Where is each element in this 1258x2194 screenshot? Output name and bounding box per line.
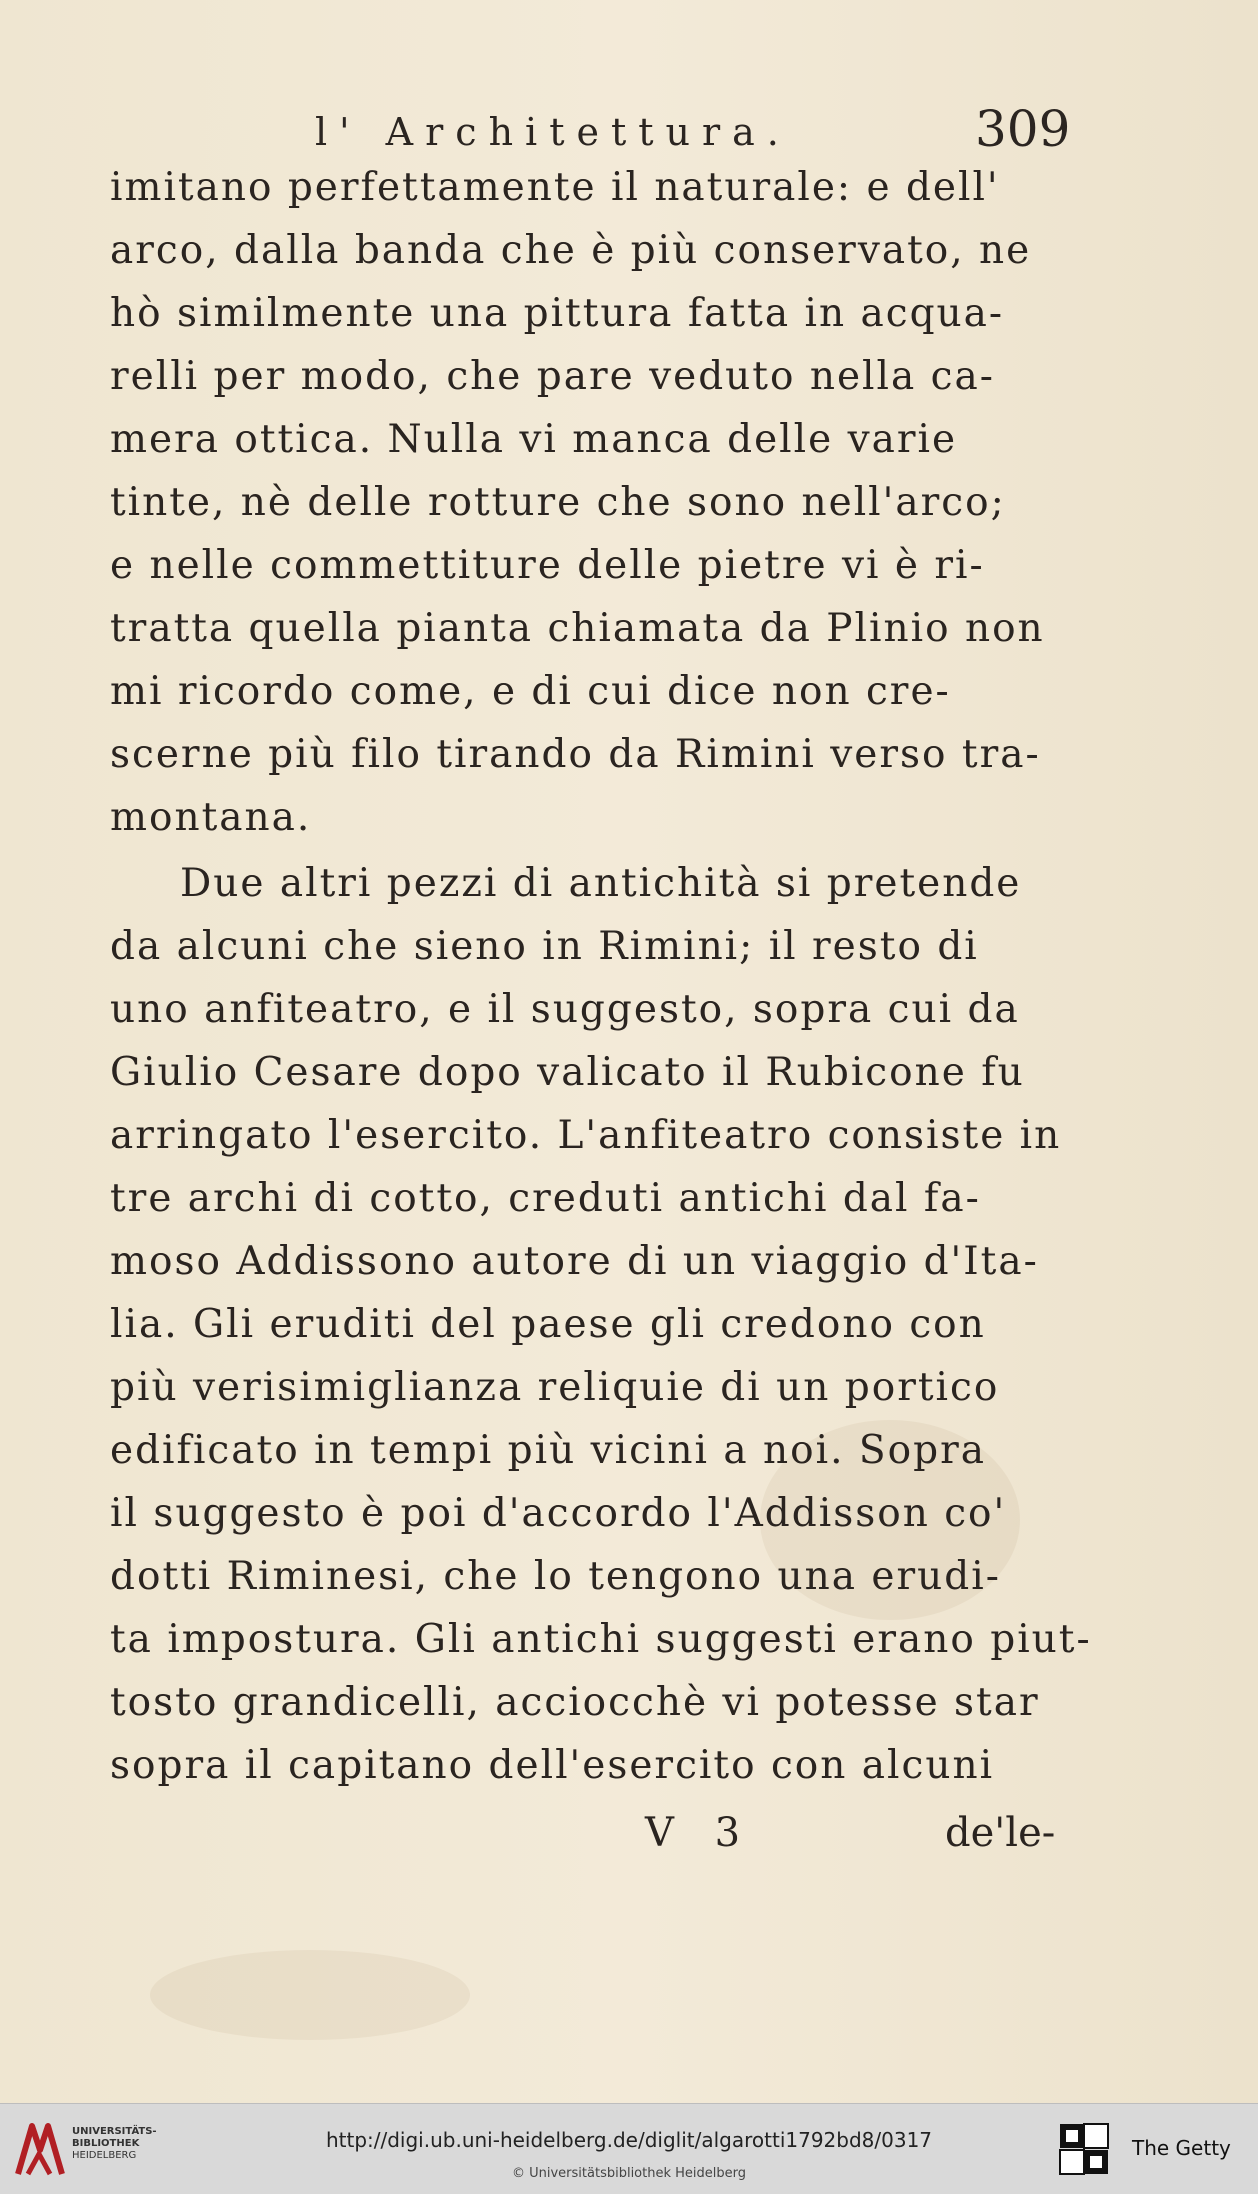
text-line: arco, dalla banda che è più conservato, ne [110,228,1032,273]
text-line: ta impostura. Gli antichi suggesti erano piut- [110,1617,1092,1662]
library-name-line: HEIDELBERG [72,2150,137,2161]
text-line: scerne più filo tirando da Rimini verso tra- [110,732,1041,777]
text-line: edificato in tempi più vicini a noi. Sopra [110,1428,986,1473]
library-name-line: BIBLIOTHEK [72,2138,140,2149]
text-line: Due altri pezzi di antichità si pretende [180,861,1022,906]
library-name-line: UNIVERSITÄTS- [72,2126,157,2137]
text-line: relli per modo, che pare veduto nella ca- [110,354,995,399]
text-line: Giulio Cesare dopo valicato il Rubicone fu [110,1050,1025,1095]
text-line: tratta quella pianta chiamata da Plinio non [110,606,1045,651]
text-line: tosto grandicelli, acciocchè vi potesse star [110,1680,1040,1725]
text-line: mi ricordo come, e di cui dice non cre- [110,669,951,714]
viewer-footer [0,2103,1258,2194]
text-line: montana. [110,795,312,840]
text-line: moso Addissono autore di un viaggio d'Ita- [110,1239,1039,1284]
page-foot-marks [0,1810,1258,1870]
catchword: de'le- [945,1810,1056,1856]
text-line: da alcuni che sieno in Rimini; il resto di [110,924,979,969]
text-line: dotti Riminesi, che lo tengono una erudi- [110,1554,1001,1599]
text-line: tre archi di cotto, creduti antichi dal fa- [110,1176,981,1221]
text-line: hò similmente una pittura fatta in acqua- [110,291,1005,336]
page-header [0,100,1258,170]
running-title: l' Architettura. [315,110,791,154]
page-number: 309 [975,100,1071,158]
text-line: il suggesto è poi d'accordo l'Addisson co' [110,1491,1007,1536]
paper-stain [150,1950,470,2040]
partner-name: The Getty [1132,2136,1231,2160]
copyright-notice: © Universitätsbibliothek Heidelberg [511,2166,746,2181]
text-line: sopra il capitano dell'esercito con alcuni [110,1743,995,1788]
text-line: mera ottica. Nulla vi manca delle varie [110,417,958,462]
text-line: e nelle commettiture delle pietre vi è ri- [110,543,985,588]
permalink-url[interactable]: http://digi.ub.uni-heidelberg.de/diglit/algarotti1792bd8/0317 [325,2128,933,2152]
text-line: arringato l'esercito. L'anfiteatro consiste in [110,1113,1062,1158]
signature-mark: V 3 [645,1810,755,1856]
text-line: più verisimiglianza reliquie di un portico [110,1365,1000,1410]
text-line: lia. Gli eruditi del paese gli credono con [110,1302,986,1347]
getty-logo-icon [1058,2122,1110,2178]
text-line: imitano perfettamente il naturale: e dell' [110,165,1000,210]
text-line: tinte, nè delle rotture che sono nell'arco; [110,480,1006,525]
text-line: uno anfiteatro, e il suggesto, sopra cui da [110,987,1020,1032]
